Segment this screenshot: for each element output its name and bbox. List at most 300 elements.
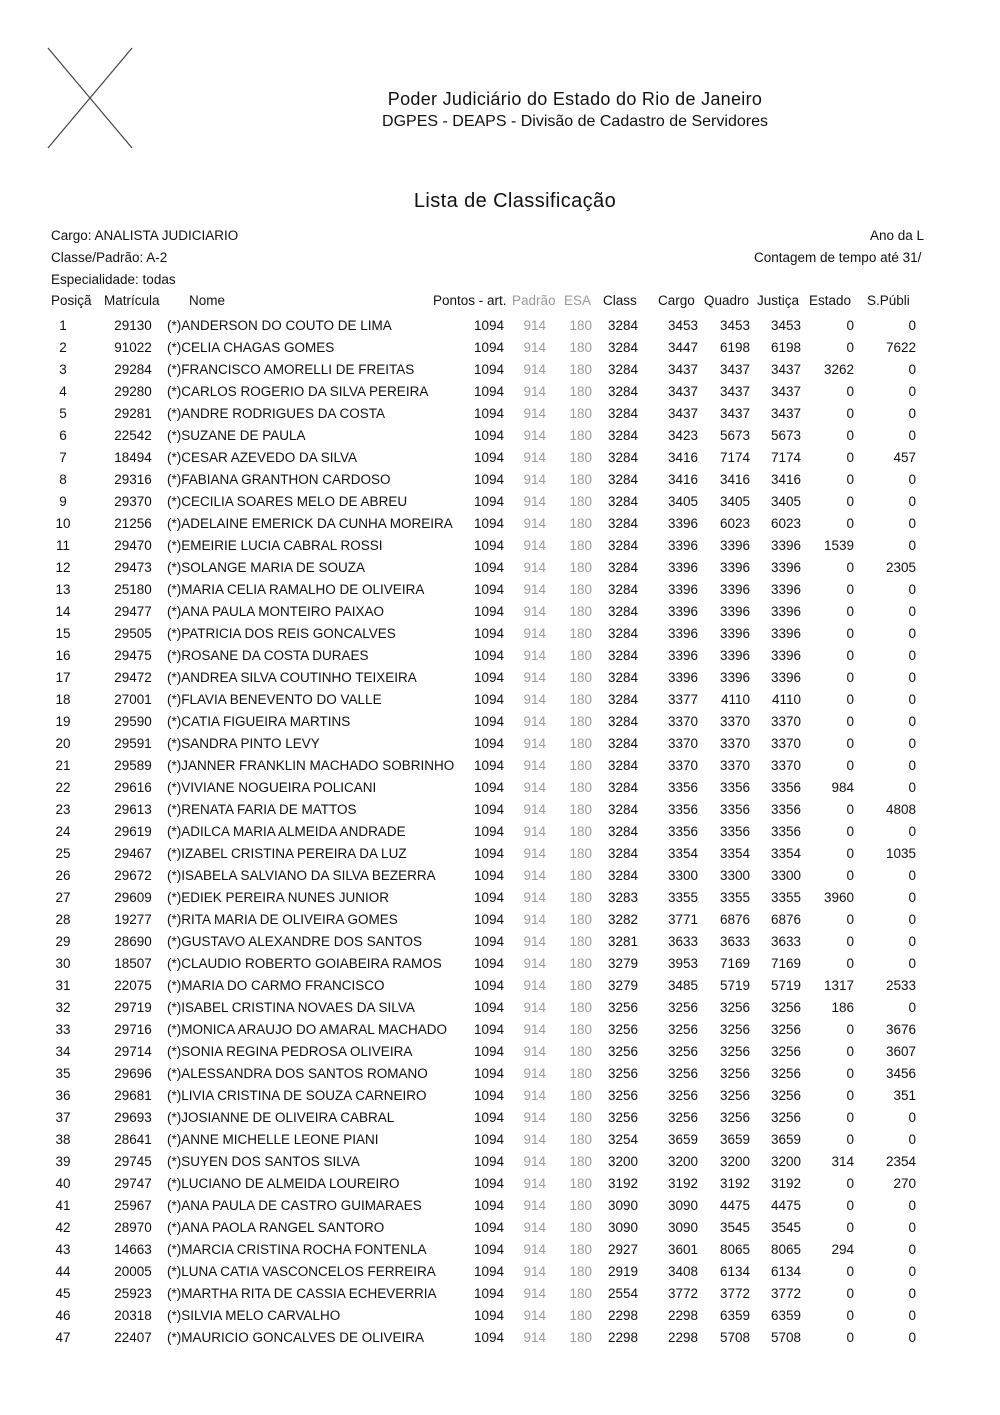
position-cell: 34	[55, 1044, 71, 1059]
spublico-cell: 0	[908, 692, 916, 707]
padrao-cell: 914	[523, 1132, 546, 1147]
pontos-cell: 1094	[473, 450, 504, 465]
cargo-cell: 3437	[667, 362, 698, 377]
col-header-class: Class	[603, 293, 637, 308]
padrao-cell: 914	[523, 1242, 546, 1257]
padrao-cell: 914	[523, 318, 546, 333]
pontos-cell: 1094	[473, 1176, 504, 1191]
cargo-cell: 3356	[667, 780, 698, 795]
table-row	[0, 644, 1000, 666]
position-cell: 6	[59, 428, 67, 443]
justica-cell: 3396	[770, 560, 801, 575]
table-row	[0, 512, 1000, 534]
justica-cell: 3256	[770, 1000, 801, 1015]
esa-cell: 180	[569, 1176, 592, 1191]
matricula-cell: 29719	[114, 1000, 152, 1015]
estado-cell: 0	[846, 1066, 854, 1081]
cargo-cell: 3405	[667, 494, 698, 509]
padrao-cell: 914	[523, 494, 546, 509]
padrao-cell: 914	[523, 912, 546, 927]
name-cell: (*)LUNA CATIA VASCONCELOS FERREIRA	[167, 1264, 436, 1279]
cargo-cell: 3256	[667, 1088, 698, 1103]
padrao-cell: 914	[523, 1286, 546, 1301]
position-cell: 14	[55, 604, 71, 619]
quadro-cell: 3416	[719, 472, 750, 487]
justica-cell: 3356	[770, 780, 801, 795]
table-row	[0, 380, 1000, 402]
name-cell: (*)ANNE MICHELLE LEONE PIANI	[167, 1132, 379, 1147]
class-cell: 3284	[607, 802, 638, 817]
name-cell: (*)ALESSANDRA DOS SANTOS ROMANO	[167, 1066, 428, 1081]
spublico-cell: 0	[908, 472, 916, 487]
table-row	[0, 1150, 1000, 1172]
matricula-cell: 29470	[114, 538, 152, 553]
table-row	[0, 710, 1000, 732]
cargo-cell: 3633	[667, 934, 698, 949]
cargo-cell: 3256	[667, 1110, 698, 1125]
padrao-cell: 914	[523, 472, 546, 487]
quadro-cell: 3370	[719, 736, 750, 751]
justica-cell: 3453	[770, 318, 801, 333]
table-row	[0, 754, 1000, 776]
esa-cell: 180	[569, 890, 592, 905]
cargo-cell: 3771	[667, 912, 698, 927]
estado-cell: 0	[846, 648, 854, 663]
esa-cell: 180	[569, 670, 592, 685]
page-title: Lista de Classificação	[413, 190, 617, 212]
padrao-cell: 914	[523, 1264, 546, 1279]
cargo-cell: 3370	[667, 714, 698, 729]
justica-cell: 3633	[770, 934, 801, 949]
table-row	[0, 886, 1000, 908]
table-row	[0, 798, 1000, 820]
estado-cell: 0	[846, 626, 854, 641]
cargo-cell: 3396	[667, 582, 698, 597]
quadro-cell: 3256	[719, 1000, 750, 1015]
quadro-cell: 3396	[719, 648, 750, 663]
matricula-cell: 21256	[114, 516, 152, 531]
esa-cell: 180	[569, 1242, 592, 1257]
col-header-estado: Estado	[809, 293, 852, 308]
quadro-cell: 3354	[719, 846, 750, 861]
esa-cell: 180	[569, 1088, 592, 1103]
spublico-cell: 1035	[885, 846, 916, 861]
quadro-cell: 3633	[719, 934, 750, 949]
padrao-cell: 914	[523, 1066, 546, 1081]
position-cell: 13	[55, 582, 71, 597]
esa-cell: 180	[569, 1154, 592, 1169]
name-cell: (*)MARIA CELIA RAMALHO DE OLIVEIRA	[167, 582, 425, 597]
class-cell: 3284	[607, 780, 638, 795]
class-cell: 3284	[607, 736, 638, 751]
estado-cell: 0	[846, 582, 854, 597]
padrao-cell: 914	[523, 604, 546, 619]
pontos-cell: 1094	[473, 1198, 504, 1213]
matricula-cell: 29467	[114, 846, 152, 861]
table-row	[0, 424, 1000, 446]
name-cell: (*)MAURICIO GONCALVES DE OLIVEIRA	[167, 1330, 425, 1345]
cargo-cell: 3192	[667, 1176, 698, 1191]
quadro-cell: 5673	[719, 428, 750, 443]
padrao-cell: 914	[523, 406, 546, 421]
matricula-cell: 29681	[114, 1088, 152, 1103]
name-cell: (*)ADILCA MARIA ALMEIDA ANDRADE	[167, 824, 406, 839]
spublico-cell: 0	[908, 1330, 916, 1345]
estado-cell: 1539	[823, 538, 854, 553]
class-cell: 3283	[607, 890, 638, 905]
cargo-cell: 3356	[667, 824, 698, 839]
name-cell: (*)FABIANA GRANTHON CARDOSO	[167, 472, 391, 487]
pontos-cell: 1094	[473, 692, 504, 707]
padrao-cell: 914	[523, 648, 546, 663]
pontos-cell: 1094	[473, 1066, 504, 1081]
spublico-cell: 0	[908, 516, 916, 531]
table-row	[0, 1304, 1000, 1326]
esa-cell: 180	[569, 1132, 592, 1147]
matricula-cell: 19277	[114, 912, 152, 927]
pontos-cell: 1094	[473, 472, 504, 487]
spublico-cell: 2305	[885, 560, 916, 575]
estado-cell: 0	[846, 1022, 854, 1037]
col-header-nome: Nome	[189, 293, 226, 308]
name-cell: (*)ISABEL CRISTINA NOVAES DA SILVA	[167, 1000, 415, 1015]
table-row	[0, 1172, 1000, 1194]
position-cell: 39	[55, 1154, 71, 1169]
justica-cell: 7169	[770, 956, 801, 971]
quadro-cell: 7174	[719, 450, 750, 465]
justica-cell: 6198	[770, 340, 801, 355]
estado-cell: 294	[831, 1242, 854, 1257]
position-cell: 44	[55, 1264, 71, 1279]
matricula-cell: 29284	[114, 362, 152, 377]
class-cell: 2554	[607, 1286, 638, 1301]
matricula-cell: 29619	[114, 824, 152, 839]
estado-cell: 0	[846, 824, 854, 839]
position-cell: 19	[55, 714, 71, 729]
estado-cell: 0	[846, 1132, 854, 1147]
spublico-cell: 0	[908, 758, 916, 773]
cargo-cell: 3453	[667, 318, 698, 333]
position-cell: 10	[55, 516, 71, 531]
class-cell: 3284	[607, 626, 638, 641]
padrao-cell: 914	[523, 802, 546, 817]
col-header-matricula: Matrícula	[104, 293, 160, 308]
matricula-cell: 28970	[114, 1220, 152, 1235]
spublico-cell: 2354	[885, 1154, 916, 1169]
spublico-cell: 0	[908, 1264, 916, 1279]
estado-cell: 0	[846, 494, 854, 509]
pontos-cell: 1094	[473, 340, 504, 355]
name-cell: (*)MONICA ARAUJO DO AMARAL MACHADO	[167, 1022, 448, 1037]
quadro-cell: 3659	[719, 1132, 750, 1147]
table-row	[0, 1194, 1000, 1216]
pontos-cell: 1094	[473, 648, 504, 663]
cargo-label: Cargo: ANALISTA JUDICIARIO	[51, 228, 239, 243]
spublico-cell: 0	[908, 780, 916, 795]
estado-cell: 0	[846, 406, 854, 421]
position-cell: 27	[55, 890, 71, 905]
pontos-cell: 1094	[473, 1088, 504, 1103]
table-row	[0, 1084, 1000, 1106]
padrao-cell: 914	[523, 1308, 546, 1323]
spublico-cell: 0	[908, 362, 916, 377]
justica-cell: 4110	[771, 692, 801, 707]
table-row	[0, 336, 1000, 358]
name-cell: (*)GUSTAVO ALEXANDRE DOS SANTOS	[167, 934, 423, 949]
col-header-spublico: S.Públi	[867, 293, 910, 308]
padrao-cell: 914	[523, 934, 546, 949]
table-row	[0, 1040, 1000, 1062]
padrao-cell: 914	[523, 340, 546, 355]
justica-cell: 6134	[770, 1264, 801, 1279]
name-cell: (*)CARLOS ROGERIO DA SILVA PEREIRA	[167, 384, 429, 399]
table-row	[0, 732, 1000, 754]
justica-cell: 5673	[770, 428, 801, 443]
estado-cell: 0	[846, 868, 854, 883]
esa-cell: 180	[569, 560, 592, 575]
esa-cell: 180	[569, 648, 592, 663]
estado-cell: 0	[846, 340, 854, 355]
pontos-cell: 1094	[473, 824, 504, 839]
position-cell: 7	[59, 450, 67, 465]
position-cell: 18	[55, 692, 71, 707]
padrao-cell: 914	[523, 978, 546, 993]
padrao-cell: 914	[523, 1176, 546, 1191]
cargo-cell: 3396	[667, 538, 698, 553]
cargo-cell: 3659	[667, 1132, 698, 1147]
position-cell: 45	[55, 1286, 71, 1301]
justica-cell: 3300	[770, 868, 801, 883]
class-cell: 3256	[607, 1110, 638, 1125]
pontos-cell: 1094	[473, 978, 504, 993]
quadro-cell: 3356	[719, 802, 750, 817]
estado-cell: 0	[846, 670, 854, 685]
name-cell: (*)FLAVIA BENEVENTO DO VALLE	[167, 692, 382, 707]
padrao-cell: 914	[523, 1330, 546, 1345]
justica-cell: 3256	[770, 1066, 801, 1081]
spublico-cell: 351	[893, 1088, 916, 1103]
estado-cell: 0	[846, 1110, 854, 1125]
justica-cell: 3256	[770, 1022, 801, 1037]
pontos-cell: 1094	[473, 670, 504, 685]
cargo-cell: 3377	[667, 692, 698, 707]
padrao-cell: 914	[523, 626, 546, 641]
pontos-cell: 1094	[473, 912, 504, 927]
position-cell: 2	[59, 340, 67, 355]
class-cell: 3200	[607, 1154, 638, 1169]
position-cell: 21	[55, 758, 71, 773]
pontos-cell: 1094	[473, 780, 504, 795]
quadro-cell: 5719	[719, 978, 750, 993]
position-cell: 43	[55, 1242, 71, 1257]
position-cell: 26	[55, 868, 71, 883]
class-cell: 3284	[607, 340, 638, 355]
spublico-cell: 0	[908, 494, 916, 509]
name-cell: (*)PATRICIA DOS REIS GONCALVES	[167, 626, 396, 641]
table-row	[0, 864, 1000, 886]
cargo-cell: 2298	[667, 1308, 698, 1323]
esa-cell: 180	[569, 582, 592, 597]
esa-cell: 180	[569, 868, 592, 883]
justica-cell: 3437	[770, 406, 801, 421]
class-cell: 3284	[607, 758, 638, 773]
name-cell: (*)CESAR AZEVEDO DA SILVA	[167, 450, 358, 465]
table-row	[0, 842, 1000, 864]
class-cell: 3284	[607, 318, 638, 333]
class-cell: 3284	[607, 516, 638, 531]
padrao-cell: 914	[523, 1154, 546, 1169]
name-cell: (*)CATIA FIGUEIRA MARTINS	[167, 714, 351, 729]
justica-cell: 3200	[770, 1154, 801, 1169]
esa-cell: 180	[569, 362, 592, 377]
padrao-cell: 914	[523, 1198, 546, 1213]
esa-cell: 180	[569, 802, 592, 817]
position-cell: 30	[55, 956, 71, 971]
matricula-cell: 25180	[114, 582, 152, 597]
class-cell: 3256	[607, 1000, 638, 1015]
name-cell: (*)MARTHA RITA DE CASSIA ECHEVERRIA	[167, 1286, 437, 1301]
matricula-cell: 29714	[114, 1044, 152, 1059]
quadro-cell: 3192	[719, 1176, 750, 1191]
justica-cell: 3545	[770, 1220, 801, 1235]
justica-cell: 3256	[770, 1044, 801, 1059]
padrao-cell: 914	[523, 1000, 546, 1015]
esa-cell: 180	[569, 538, 592, 553]
padrao-cell: 914	[523, 560, 546, 575]
matricula-cell: 29505	[114, 626, 152, 641]
table-row	[0, 490, 1000, 512]
class-cell: 3284	[607, 428, 638, 443]
estado-cell: 0	[846, 1044, 854, 1059]
matricula-cell: 22075	[114, 978, 152, 993]
matricula-cell: 22407	[114, 1330, 152, 1345]
padrao-cell: 914	[523, 956, 546, 971]
spublico-cell: 0	[908, 384, 916, 399]
esa-cell: 180	[569, 1330, 592, 1345]
spublico-cell: 0	[908, 626, 916, 641]
pontos-cell: 1094	[473, 1330, 504, 1345]
spublico-cell: 0	[908, 318, 916, 333]
class-cell: 3284	[607, 604, 638, 619]
justica-cell: 3256	[770, 1088, 801, 1103]
quadro-cell: 6876	[719, 912, 750, 927]
pontos-cell: 1094	[473, 868, 504, 883]
col-header-cargo: Cargo	[658, 293, 695, 308]
org-title: Poder Judiciário do Estado do Rio de Janeiro	[387, 89, 763, 109]
justica-cell: 3396	[770, 538, 801, 553]
pontos-cell: 1094	[473, 1286, 504, 1301]
justica-cell: 3396	[770, 648, 801, 663]
matricula-cell: 29716	[114, 1022, 152, 1037]
quadro-cell: 5708	[719, 1330, 750, 1345]
estado-cell: 314	[831, 1154, 854, 1169]
table-row	[0, 534, 1000, 556]
quadro-cell: 3256	[719, 1088, 750, 1103]
name-cell: (*)SONIA REGINA PEDROSA OLIVEIRA	[167, 1044, 413, 1059]
esa-cell: 180	[569, 912, 592, 927]
justica-cell: 3396	[770, 582, 801, 597]
quadro-cell: 3396	[719, 670, 750, 685]
spublico-cell: 270	[893, 1176, 916, 1191]
cargo-cell: 3953	[667, 956, 698, 971]
pontos-cell: 1094	[473, 1044, 504, 1059]
quadro-cell: 3396	[719, 582, 750, 597]
padrao-cell: 914	[523, 1022, 546, 1037]
pontos-cell: 1094	[473, 736, 504, 751]
class-cell: 2919	[607, 1264, 638, 1279]
quadro-cell: 3256	[719, 1066, 750, 1081]
spublico-cell: 0	[908, 956, 916, 971]
esa-cell: 180	[569, 604, 592, 619]
class-cell: 2927	[607, 1242, 638, 1257]
name-cell: (*)SUYEN DOS SANTOS SILVA	[167, 1154, 360, 1169]
position-cell: 4	[59, 384, 67, 399]
estado-cell: 0	[846, 1176, 854, 1191]
position-cell: 9	[59, 494, 67, 509]
justica-cell: 3772	[770, 1286, 801, 1301]
name-cell: (*)ANA PAULA DE CASTRO GUIMARAES	[167, 1198, 422, 1213]
class-cell: 3284	[607, 648, 638, 663]
quadro-cell: 3396	[719, 626, 750, 641]
spublico-cell: 0	[908, 1110, 916, 1125]
name-cell: (*)VIVIANE NOGUEIRA POLICANI	[167, 780, 377, 795]
justica-cell: 3396	[770, 604, 801, 619]
class-cell: 3284	[607, 714, 638, 729]
quadro-cell: 4110	[720, 692, 750, 707]
class-cell: 3284	[607, 670, 638, 685]
matricula-cell: 29693	[114, 1110, 152, 1125]
estado-cell: 0	[846, 1088, 854, 1103]
padrao-cell: 914	[523, 824, 546, 839]
padrao-cell: 914	[523, 384, 546, 399]
class-cell: 2298	[607, 1308, 638, 1323]
esa-cell: 180	[569, 318, 592, 333]
spublico-cell: 0	[908, 890, 916, 905]
padrao-cell: 914	[523, 450, 546, 465]
spublico-cell: 0	[908, 1220, 916, 1235]
pontos-cell: 1094	[473, 934, 504, 949]
quadro-cell: 8065	[719, 1242, 750, 1257]
table-row	[0, 952, 1000, 974]
pontos-cell: 1094	[473, 890, 504, 905]
cargo-cell: 3370	[667, 736, 698, 751]
padrao-cell: 914	[523, 714, 546, 729]
class-cell: 3284	[607, 494, 638, 509]
justica-cell: 3659	[770, 1132, 801, 1147]
esa-cell: 180	[569, 1220, 592, 1235]
col-header-pos: Posiçã	[51, 293, 92, 308]
col-header-justica: Justiça	[757, 293, 800, 308]
justica-cell: 3370	[770, 714, 801, 729]
esa-cell: 180	[569, 1286, 592, 1301]
class-cell: 2298	[607, 1330, 638, 1345]
pontos-cell: 1094	[473, 582, 504, 597]
padrao-cell: 914	[523, 582, 546, 597]
position-cell: 36	[55, 1088, 71, 1103]
name-cell: (*)CELIA CHAGAS GOMES	[167, 340, 335, 355]
table-row	[0, 1216, 1000, 1238]
quadro-cell: 3256	[719, 1022, 750, 1037]
esa-cell: 180	[569, 516, 592, 531]
position-cell: 37	[55, 1110, 71, 1125]
name-cell: (*)ISABELA SALVIANO DA SILVA BEZERRA	[167, 868, 436, 883]
esa-cell: 180	[569, 450, 592, 465]
esa-cell: 180	[569, 626, 592, 641]
estado-cell: 0	[846, 1198, 854, 1213]
cargo-cell: 3256	[667, 1066, 698, 1081]
position-cell: 33	[55, 1022, 71, 1037]
esa-cell: 180	[569, 1110, 592, 1125]
